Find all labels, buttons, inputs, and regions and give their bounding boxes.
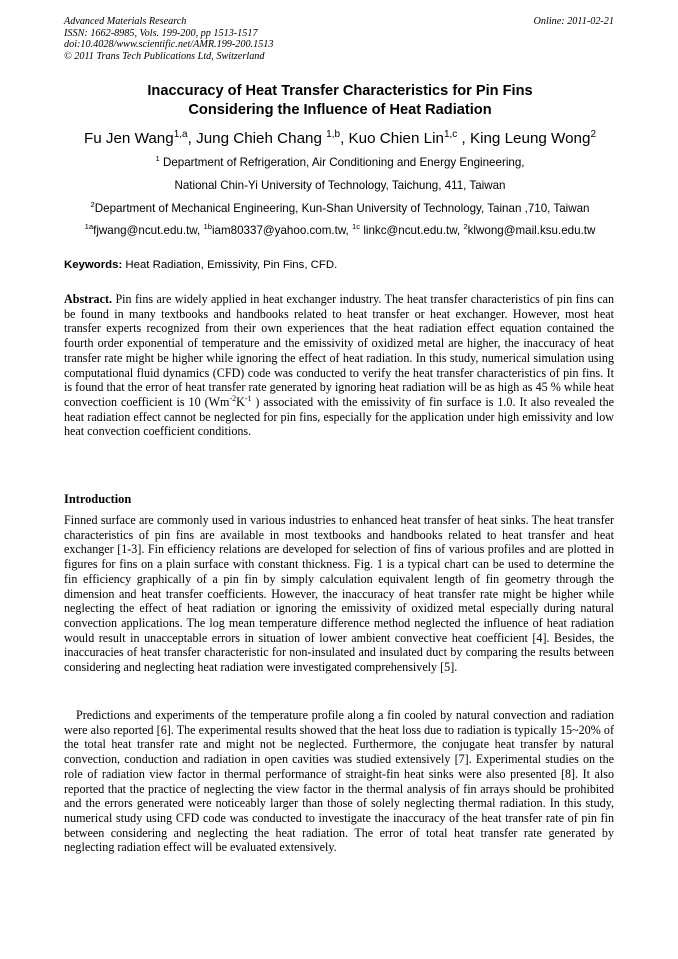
email-address[interactable]: klwong@mail.ksu.edu.tw — [467, 224, 596, 237]
paper-title — [40, 82, 640, 120]
issn-line: ISSN: 1662-8985, Vols. 199-200, pp 1513-1517 — [64, 27, 258, 39]
author-name: Fu Jen Wang — [83, 130, 174, 147]
author-affiliation-mark: 1,a — [173, 128, 188, 140]
email-list — [20, 224, 660, 238]
author-affiliation-mark: 2 — [590, 128, 597, 140]
author-affiliation-mark: 1,b — [326, 128, 341, 140]
abstract — [64, 292, 614, 439]
affiliation-1-line-2: National Chin-Yi University of Technology, Taichung, 411, Taiwan — [174, 179, 506, 192]
introduction-heading: Introduction — [64, 492, 132, 506]
unit-exponent: -2 — [229, 393, 237, 403]
title-line-1: Inaccuracy of Heat Transfer Characteristics for Pin Fins — [147, 83, 533, 99]
affiliation-1-line-1: Department of Refrigeration, Air Conditioning and Energy Engineering, — [159, 156, 525, 169]
abstract-text: Pin fins are widely applied in heat exchanger industry. The heat transfer characteristics of pin fins can be found in many textbooks and handbooks related to heat transfer or heat exchanger. However, most heat transfer experts recognized from their own experiences that the heat radiation effect equation contained the fourth order exponential of temperature and the emissivity of oxidized metal are higher, the inaccuracy of heat transfer rate might be higher while ignoring the effect of heat radiation. In this study, numerical simulation using computational fluid dynamics (CFD) code was conducted to verify the heat transfer characteristics of pin fins. It is found that the error of heat transfer rate generated by ignoring heat radiation will be as high as 45 % while heat convection coefficient is 10 (Wm — [64, 292, 614, 409]
author-separator: , — [340, 130, 349, 147]
email-mark: 1a — [84, 222, 94, 232]
copyright-line: © 2011 Trans Tech Publications Ltd, Switzerland — [64, 50, 265, 62]
affiliation-2 — [20, 202, 660, 216]
email-address[interactable]: fjwang@ncut.edu.tw, — [93, 224, 204, 237]
running-header — [64, 16, 614, 62]
email-address[interactable]: iam80337@yahoo.com.tw, — [211, 224, 353, 237]
author-name: Jung Chieh Chang — [196, 130, 327, 147]
keywords — [64, 258, 614, 272]
author-separator: , — [457, 130, 470, 147]
affiliation-mark: 2 — [90, 200, 95, 210]
title-line-2: Considering the Influence of Heat Radiation — [188, 102, 492, 118]
author-list — [20, 130, 660, 148]
email-mark: 1b — [203, 222, 212, 232]
unit-k: K — [236, 394, 245, 409]
email-mark: 1c — [352, 222, 361, 232]
abstract-label: Abstract. — [64, 292, 113, 306]
affiliation-mark: 1 — [155, 154, 160, 164]
online-date: Online: 2011-02-21 — [533, 16, 614, 27]
author-name: Kuo Chien Lin — [348, 130, 444, 147]
keywords-text: Heat Radiation, Emissivity, Pin Fins, CFD. — [122, 259, 338, 271]
affiliation-2-text: Department of Mechanical Engineering, Kun-Shan University of Technology, Tainan ,710, Taiwan — [94, 202, 590, 215]
abstract-text-continued: ) associated with the emissivity of fin surface is 1.0. It also revealed the heat radiation effect cannot be neglected for pin fins, especially for the application under high emissivity and low heat convection coefficient conditions. — [64, 394, 614, 439]
introduction-paragraph-2: Predictions and experiments of the temperature profile along a fin cooled by natural convection and radiation were also reported [6]. The experimental results showed that the heat loss due to radiation is typically 15~20% of the total heat transfer rate and might not be neglected. Furthermore, the conjugate heat transfer by natural convection, conduction and radiation in open cavities was studied extensively [7]. Experimental studies on the role of radiation view factor in thermal performance of straight-fin heat sinks were also presented [8]. It also reported that the practice of neglecting the view factor in the thermal analysis of fin arrays should be prohibited and the errors generated were noticeably larger than those of solely neglecting thermal radiation. In this study, numerical study using CFD code was conducted to investigate the inaccuracy of the heat transfer rate of pin fin between considering and neglecting the heat radiation. The error of total heat transfer rate generated by neglecting radiation effect will be evaluated extensively. — [64, 708, 614, 855]
introduction-paragraph-1: Finned surface are commonly used in various industries to enhanced heat transfer of heat sinks. The heat transfer characteristics of pin fins are available in most textbooks and handbooks related to heat transfer and heat exchanger [1-3]. Fin efficiency relations are developed for selection of fins of various profiles and are plotted in figures for fins on a plain surface with constant thickness. Fig. 1 is a typical chart can be used to determine the fin efficiency graphically of a pin fin by simply calculation equivalent length of fin geometry through the dimension and heat transfer coefficients. However, the inaccuracy of heat transfer rate might be higher while neglecting the effect of heat radiation or ignoring the emissivity of oxidized metal especially during natural convection applications. The log mean temperature difference method neglected the influence of heat radiation would result in unacceptable errors in situation of lower ambient convective heat coefficient [4]. Besides, the inaccuracies of heat transfer characteristic for non-insulated and insulated duct by comparing the results between considering and neglecting heat radiation were investigated comprehensively [5]. — [64, 513, 614, 675]
affiliation-1 — [20, 156, 660, 170]
author-separator: , — [187, 130, 197, 147]
doi-line: doi:10.4028/www.scientific.net/AMR.199-200.1513 — [64, 39, 274, 51]
author-affiliation-mark: 1,c — [443, 128, 458, 140]
email-address[interactable]: linkc@ncut.edu.tw, — [360, 224, 464, 237]
unit-exponent: -1 — [244, 393, 252, 403]
author-name: King Leung Wong — [469, 130, 591, 147]
keywords-label: Keywords: — [64, 259, 123, 271]
journal-name: Advanced Materials Research — [64, 16, 187, 27]
email-mark: 2 — [463, 222, 468, 232]
